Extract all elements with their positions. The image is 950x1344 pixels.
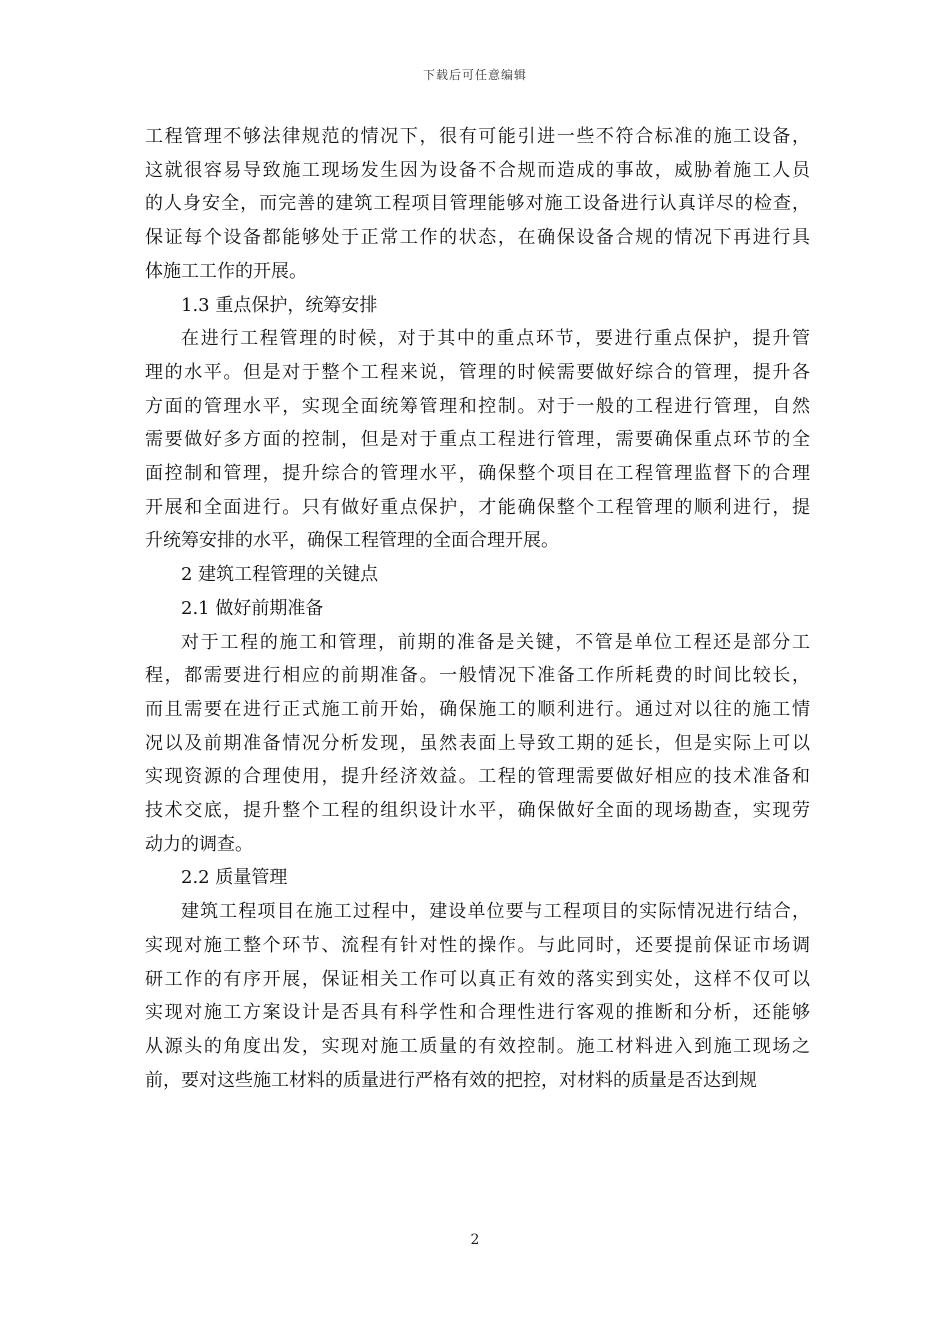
text-line: 实现资源的合理使用，提升经济效益。工程的管理需要做好相应的技术准备和: [145, 766, 810, 788]
body-paragraph: [145, 322, 810, 558]
text-line: 2.1 做好前期准备: [181, 597, 324, 619]
text-line: 方面的管理水平，实现全面统筹管理和控制。对于一般的工程进行管理，自然: [145, 395, 810, 417]
text-line: 而且需要在进行正式施工前开始，确保施工的顺利进行。通过对以往的施工情: [145, 698, 810, 720]
page-header: 下载后可任意编辑: [422, 68, 527, 82]
text-line: 实现对施工整个环节、流程有针对性的操作。与此同时，还要提前保证市场调: [145, 934, 810, 956]
body-paragraph: [145, 895, 810, 1097]
section-heading: [145, 861, 810, 895]
text-line: 在进行工程管理的时候，对于其中的重点环节，要进行重点保护，提升管: [181, 328, 810, 350]
section-heading: [145, 592, 810, 626]
text-line: 技术交底，提升整个工程的组织设计水平，确保做好全面的现场勘查，实现劳: [145, 800, 810, 822]
text-line: 开展和全面进行。只有做好重点保护，才能确保整个工程管理的顺利进行，提: [145, 496, 810, 518]
text-line: 的人身安全，而完善的建筑工程项目管理能够对施工设备进行认真详尽的检查，: [145, 193, 810, 215]
section-heading: [145, 289, 810, 323]
text-line: 前，要对这些施工材料的质量进行严格有效的把控，对材料的质量是否达到规: [145, 1069, 757, 1091]
text-line: 建筑工程项目在施工过程中，建设单位要与工程项目的实际情况进行结合，: [181, 901, 810, 923]
text-line: 1.3 重点保护，统筹安排: [181, 294, 378, 316]
text-line: 这就很容易导致施工现场发生因为设备不合规而造成的事故，威胁着施工人员: [145, 159, 810, 181]
text-line: 实现对施工方案设计是否具有科学性和合理性进行客观的推断和分析，还能够: [145, 1002, 810, 1024]
body-paragraph: [145, 120, 810, 289]
text-line: 需要做好多方面的控制，但是对于重点工程进行管理，需要确保重点环节的全: [145, 429, 810, 451]
document-body: [145, 120, 810, 1097]
text-line: 理的水平。但是对于整个工程来说，管理的时候需要做好综合的管理，提升各: [145, 361, 810, 383]
text-line: 升统筹安排的水平，确保工程管理的全面合理开展。: [145, 530, 559, 552]
text-line: 研工作的有序开展，保证相关工作可以真正有效的落实到实处，这样不仅可以: [145, 968, 810, 990]
text-line: 工程管理不够法律规范的情况下，很有可能引进一些不符合标准的施工设备，: [145, 126, 810, 147]
text-line: 从源头的角度出发，实现对施工质量的有效控制。施工材料进入到施工现场之: [145, 1035, 810, 1057]
text-line: 况以及前期准备情况分析发现，虽然表面上导致工期的延长，但是实际上可以: [145, 732, 810, 754]
text-line: 面控制和管理，提升综合的管理水平，确保整个项目在工程管理监督下的合理: [145, 463, 810, 485]
text-line: 保证每个设备都能够处于正常工作的状态，在确保设备合规的情况下再进行具: [145, 227, 810, 249]
body-paragraph: [145, 626, 810, 862]
text-line: 动力的调查。: [145, 833, 253, 855]
text-line: 体施工工作的开展。: [145, 260, 307, 282]
page-number: 2: [470, 1232, 480, 1248]
text-line: 2 建筑工程管理的关键点: [181, 564, 379, 586]
section-heading: [145, 558, 810, 592]
text-line: 2.2 质量管理: [181, 867, 288, 889]
text-line: 对于工程的施工和管理，前期的准备是关键，不管是单位工程还是部分工: [181, 631, 810, 653]
text-line: 程，都需要进行相应的前期准备。一般情况下准备工作所耗费的时间比较长，: [145, 665, 810, 687]
